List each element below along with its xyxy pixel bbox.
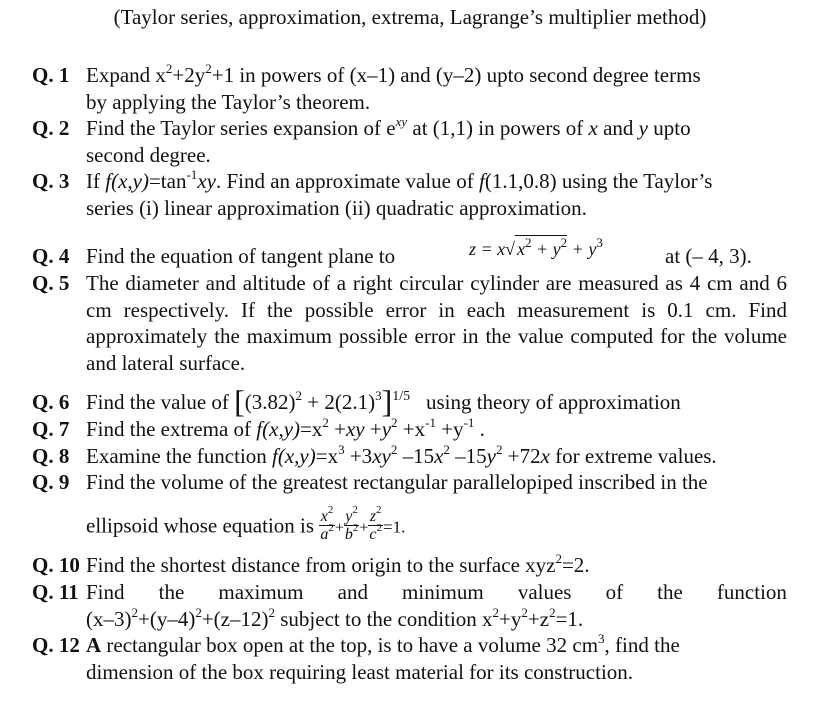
question-number: Q. 7 [32, 417, 70, 441]
question-number: Q. 1 [32, 63, 70, 87]
question-3: Q. 3 If $f(x,y)=\tan^{-1}xy$. Find an approximate value of f(1.1,0.8) using the Taylor’s series (i) linear approximation (ii) quadratic approximation. [32, 167, 713, 220]
question-5: Q. 5 The diameter and altitude of a right circular cylinder are measured as 4 cm and 6 cm respectively. If the possible error in each measurement is 0.1 cm. Find approximately the maximum possible error in the value computed for the volume and lateral surface. [32, 271, 787, 375]
question-4: Q. 4 Find the equation of tangent plane to z = x√ $x^2 + y^2 + y^3$ at (– 4, 3). [32, 235, 752, 268]
question-number: Q. 9 [32, 470, 70, 494]
sheet-title: (Taylor series, approximation, extrema, Lagrange’s multiplier method) [113, 5, 707, 29]
question-number: Q. 2 [32, 116, 70, 140]
question-8: Q. 8 Examine the function $f(x,y)=x^3 +3xy^2$ $-15x^2$ $-15y^2 +72x$ for extreme values. [32, 442, 717, 468]
point: at (– 4, 3). [665, 244, 752, 268]
question-1: Q. 1 Expand $x^2+2y^2+1$ in powers of (x–1) and (y–2) upto second degree terms by applying the Taylor’s theorem. [32, 61, 701, 114]
surface-equation: z = x√ $x^2 + y^2 + y^3$ [469, 235, 603, 263]
question-7: Q. 7 Find the extrema of $f(x,y)=x^2 +xy +y^2 +x^{-1} +y^{-1}$ . [32, 415, 485, 441]
question-11: Q. 11 Find the maximum and minimum values of the function $(x-3)^2+(y-4)^2+(z-12)^2$ subject to the condition $x^2+y^2+z^2=1$. [32, 580, 787, 631]
fraction-y: $\frac{y^2}{b^2}$ [344, 504, 359, 543]
question-number: Q. 12 [32, 633, 80, 657]
question-2: Q. 2 Find the Taylor series expansion of $e^{xy}$ at (1,1) in powers of x and y upto second degree. [32, 114, 691, 167]
question-number: Q. 3 [32, 169, 70, 193]
question-9: Q. 9 Find the volume of the greatest rectangular parallelopiped inscribed in the ellipsoid whose equation is $\frac{x^2}{a^2}$ + $\frac{y^2}{b^2}$ + $\frac{z^2}{c^2}$ =1. [32, 470, 708, 543]
fraction-z: $\frac{z^2}{c^2}$ [369, 504, 382, 543]
question-number: Q. 4 [32, 244, 70, 268]
question-12: Q. 12 A rectangular box open at the top, is to have a volume 32 $cm^3$, find the dimension of the box requiring least material for its construction. [32, 631, 680, 684]
question-number: Q. 5 [32, 271, 70, 295]
question-number: Q. 10 [32, 553, 80, 577]
fraction-x: $\frac{x^2}{a^2}$ [320, 504, 334, 543]
question-6: Q. 6 Find the value of $[(3.82)^2 + 2(2.1)^3]^{1/5}$ using theory of approximation [32, 383, 681, 419]
question-10: Q. 10 Find the shortest distance from origin to the surface xyz$^2$=2. [32, 551, 590, 577]
question-number: Q. 11 [32, 580, 79, 604]
question-number: Q. 6 [32, 390, 70, 414]
question-number: Q. 8 [32, 444, 70, 468]
